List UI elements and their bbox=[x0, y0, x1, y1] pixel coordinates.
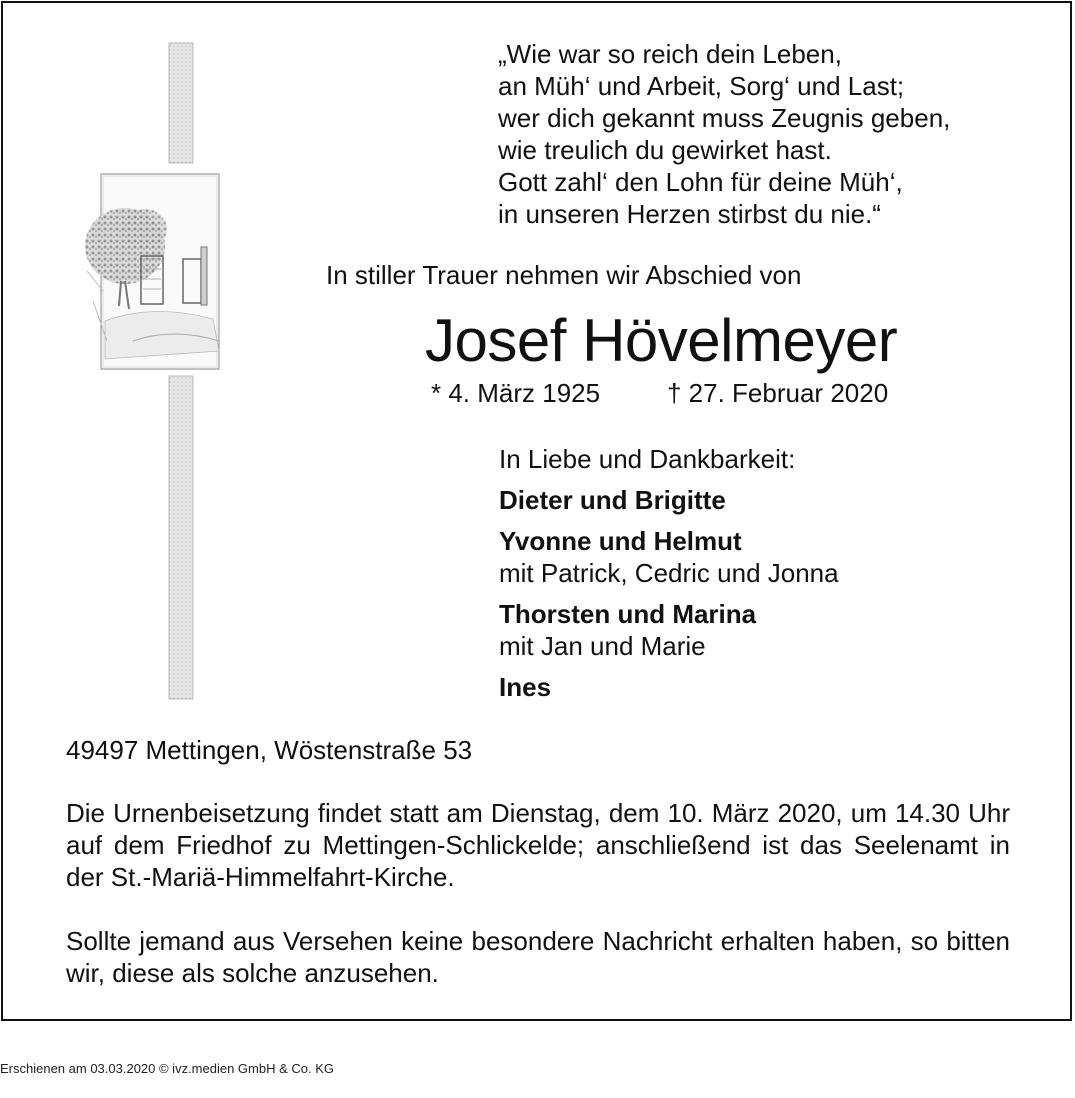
poem-line: in unseren Herzen stirbst du nie.“ bbox=[498, 199, 881, 229]
farewell-intro: In stiller Trauer nehmen wir Abschied von bbox=[326, 260, 802, 290]
obituary-frame bbox=[1, 1, 1072, 1021]
death-date: † 27. Februar 2020 bbox=[667, 378, 889, 408]
mourner-with: mit Patrick, Cedric und Jonna bbox=[499, 558, 839, 588]
mourners-list bbox=[499, 443, 839, 703]
cross-garden-sketch-icon bbox=[73, 41, 253, 701]
poem-line: wer dich gekannt muss Zeugnis geben, bbox=[498, 103, 951, 133]
poem-line: Gott zahl‘ den Lohn für deine Müh‘, bbox=[498, 167, 903, 197]
deceased-name: Josef Hövelmeyer bbox=[425, 307, 898, 374]
notice-text: Sollte jemand aus Versehen keine besondere Nachricht erhalten haben, so bitten wir, diese als solche anzusehen. bbox=[66, 926, 1010, 988]
publication-footer: Erschienen am 03.03.2020 © ivz.medien GmbH & Co. KG bbox=[0, 1061, 335, 1076]
life-dates bbox=[431, 378, 889, 408]
birth-date: * 4. März 1925 bbox=[431, 378, 601, 408]
mourner-name: Thorsten und Marina bbox=[499, 599, 757, 629]
poem-line: wie treulich du gewirket hast. bbox=[498, 135, 832, 165]
mourner-name: Yvonne und Helmut bbox=[499, 526, 742, 556]
mourner-name: Ines bbox=[499, 672, 552, 702]
poem bbox=[498, 38, 1038, 230]
mourners-heading: In Liebe und Dankbarkeit: bbox=[499, 444, 796, 474]
address: 49497 Mettingen, Wöstenstraße 53 bbox=[66, 735, 473, 765]
mourner-with: mit Jan und Marie bbox=[499, 631, 706, 661]
burial-text: Die Urnenbeisetzung findet statt am Dienstag, dem 10. März 2020, um 14.30 Uhr auf dem Friedhof zu Mettingen-Schlickelde; anschließend ist das Seelenamt in der St.-Mariä-Himmelfahrt-Kirche. bbox=[66, 798, 1010, 892]
mourner-name: Dieter und Brigitte bbox=[499, 485, 726, 515]
poem-line: „Wie war so reich dein Leben, bbox=[498, 39, 842, 69]
poem-line: an Müh‘ und Arbeit, Sorg‘ und Last; bbox=[498, 71, 905, 101]
